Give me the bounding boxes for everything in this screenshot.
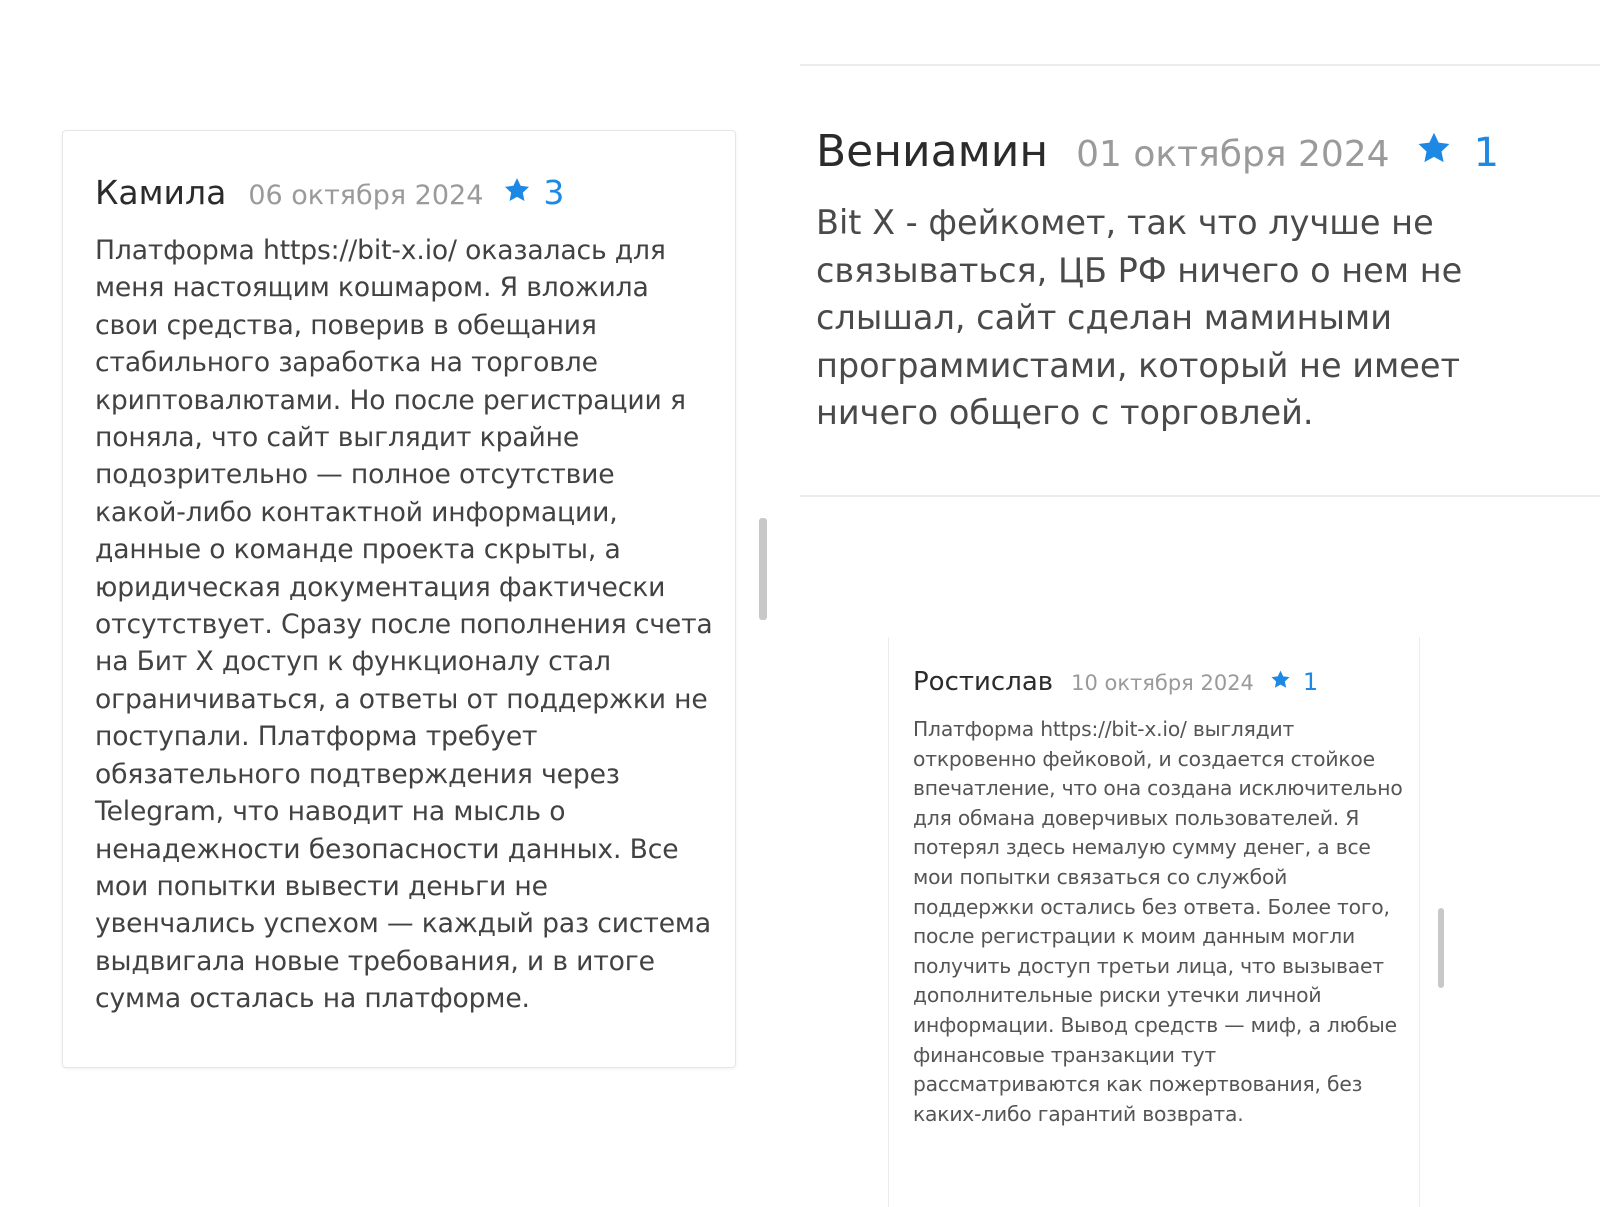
review-date: 01 октября 2024 [1076,134,1390,175]
review-author: Вениамин [816,126,1049,177]
review-author: Камила [95,173,227,212]
review-date: 06 октября 2024 [248,180,484,211]
review-author: Ростислав [913,667,1054,697]
rating-value: 3 [543,173,565,212]
review-card-kamila [62,130,736,1068]
star-icon [1416,130,1452,166]
review-text: Платформа https://bit-x.io/ выглядит откровенно фейковой, и создается стойкое впечатление, что она создана исключительно для обмана доверчивых пользователей. Я потерял здесь немалую сумму денег, а все мои попытки связаться со службой поддержки остались без ответа. Более того, после регистрации к моим данным могли получить доступ третьи лица, что вызывает дополнительные риски утечки личной информации. Вывод средств — миф, а любые финансовые транзакции тут рассматриваются как пожертвования, без каких-либо гарантий возврата. [913,717,1403,1126]
star-icon [1270,669,1291,690]
review-header [95,173,713,212]
rating-value: 1 [1302,668,1319,696]
review-header [913,667,1409,697]
review-card-veniamin [800,70,1600,490]
review-rating [503,173,564,212]
star-icon [503,176,531,204]
review-text: Bit X - фейкомет, так что лучше не связываться, ЦБ РФ ничего о нем не слышал, сайт сделан мамиными программистами, который не имеет ничего общего с торговлей. [816,203,1463,432]
rating-value: 1 [1473,130,1500,176]
divider [800,495,1600,497]
review-rating [1416,130,1499,176]
review-card-rostislav [888,637,1420,1207]
scrollbar-thumb[interactable] [1438,908,1444,988]
review-rating [1270,668,1318,696]
review-text: Платформа https://bit-x.io/ оказалась для меня настоящим кошмаром. Я вложила свои средства, поверив в обещания стабильного заработка на торговле криптовалютами. Но после регистрации я поняла, что сайт выглядит крайне подозрительно — полное отсутствие какой-либо контактной информации, данные о команде проекта скрыты, а юридическая документация фактически отсутствует. Сразу после пополнения счета на Бит Х доступ к функционалу стал ограничиваться, а ответы от поддержки не поступали. Платформа требует обязательного подтверждения через Telegram, что наводит на мысль о ненадежности безопасности данных. Все мои попытки вывести деньги не увенчались успехом — каждый раз система выдвигала новые требования, и в итоге сумма осталась на платформе. [95,235,713,1015]
review-date: 10 октября 2024 [1071,671,1254,695]
divider [800,64,1600,66]
review-header [816,126,1600,177]
scrollbar-thumb[interactable] [759,518,767,620]
